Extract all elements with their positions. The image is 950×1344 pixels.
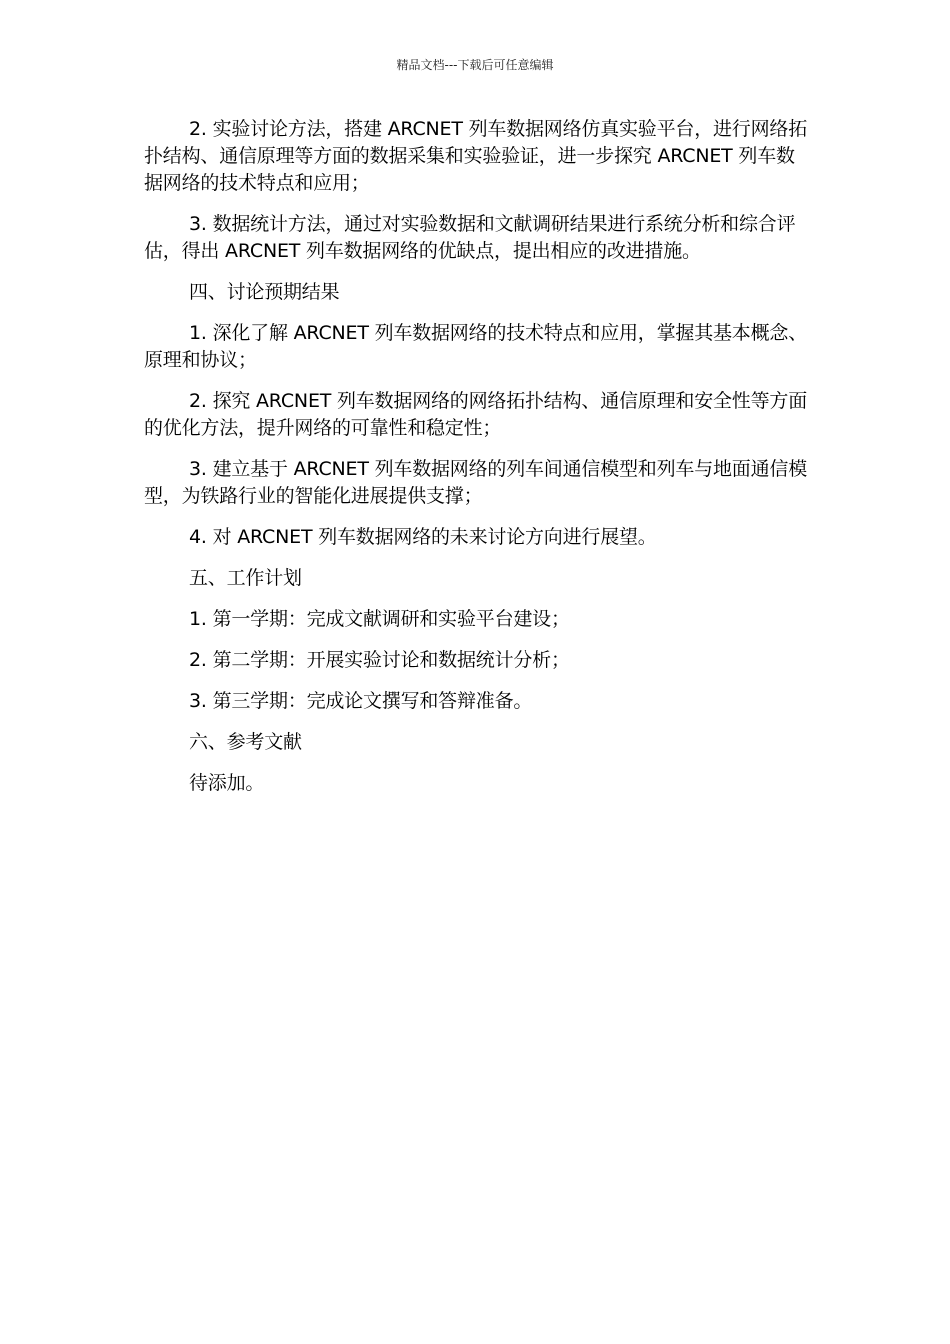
paragraph-result-3: 3. 建立基于 ARCNET 列车数据网络的列车间通信模型和列车与地面通信模型，为铁路行业的智能化进展提供支撑；	[144, 458, 807, 507]
paragraph-references-pending: 待添加。	[189, 772, 265, 794]
paragraph-result-2: 2. 探究 ARCNET 列车数据网络的网络拓扑结构、通信原理和安全性等方面的优化方法，提升网络的可靠性和稳定性；	[144, 390, 807, 439]
section-heading-work-plan: 五、工作计划	[189, 567, 302, 589]
paragraph-plan-1: 1. 第一学期：完成文献调研和实验平台建设；	[189, 608, 570, 630]
section-heading-references: 六、参考文献	[189, 731, 302, 753]
page-header: 精品文档---下载后可任意编辑	[396, 58, 554, 72]
paragraph-method-experiment: 2. 实验讨论方法，搭建 ARCNET 列车数据网络仿真实验平台，进行网络拓扑结构、通信原理等方面的数据采集和实验验证，进一步探究 ARCNET 列车数据网络的技术特点和应用；	[144, 118, 807, 194]
paragraph-result-1: 1. 深化了解 ARCNET 列车数据网络的技术特点和应用，掌握其基本概念、原理和协议；	[144, 322, 807, 371]
paragraph-method-statistics: 3. 数据统计方法，通过对实验数据和文献调研结果进行系统分析和综合评估，得出 ARCNET 列车数据网络的优缺点，提出相应的改进措施。	[144, 213, 796, 262]
document-body	[144, 116, 808, 811]
paragraph-plan-2: 2. 第二学期：开展实验讨论和数据统计分析；	[189, 649, 570, 671]
section-heading-expected-results: 四、讨论预期结果	[189, 281, 340, 303]
paragraph-plan-3: 3. 第三学期：完成论文撰写和答辩准备。	[189, 690, 533, 712]
paragraph-result-4: 4. 对 ARCNET 列车数据网络的未来讨论方向进行展望。	[189, 526, 657, 548]
